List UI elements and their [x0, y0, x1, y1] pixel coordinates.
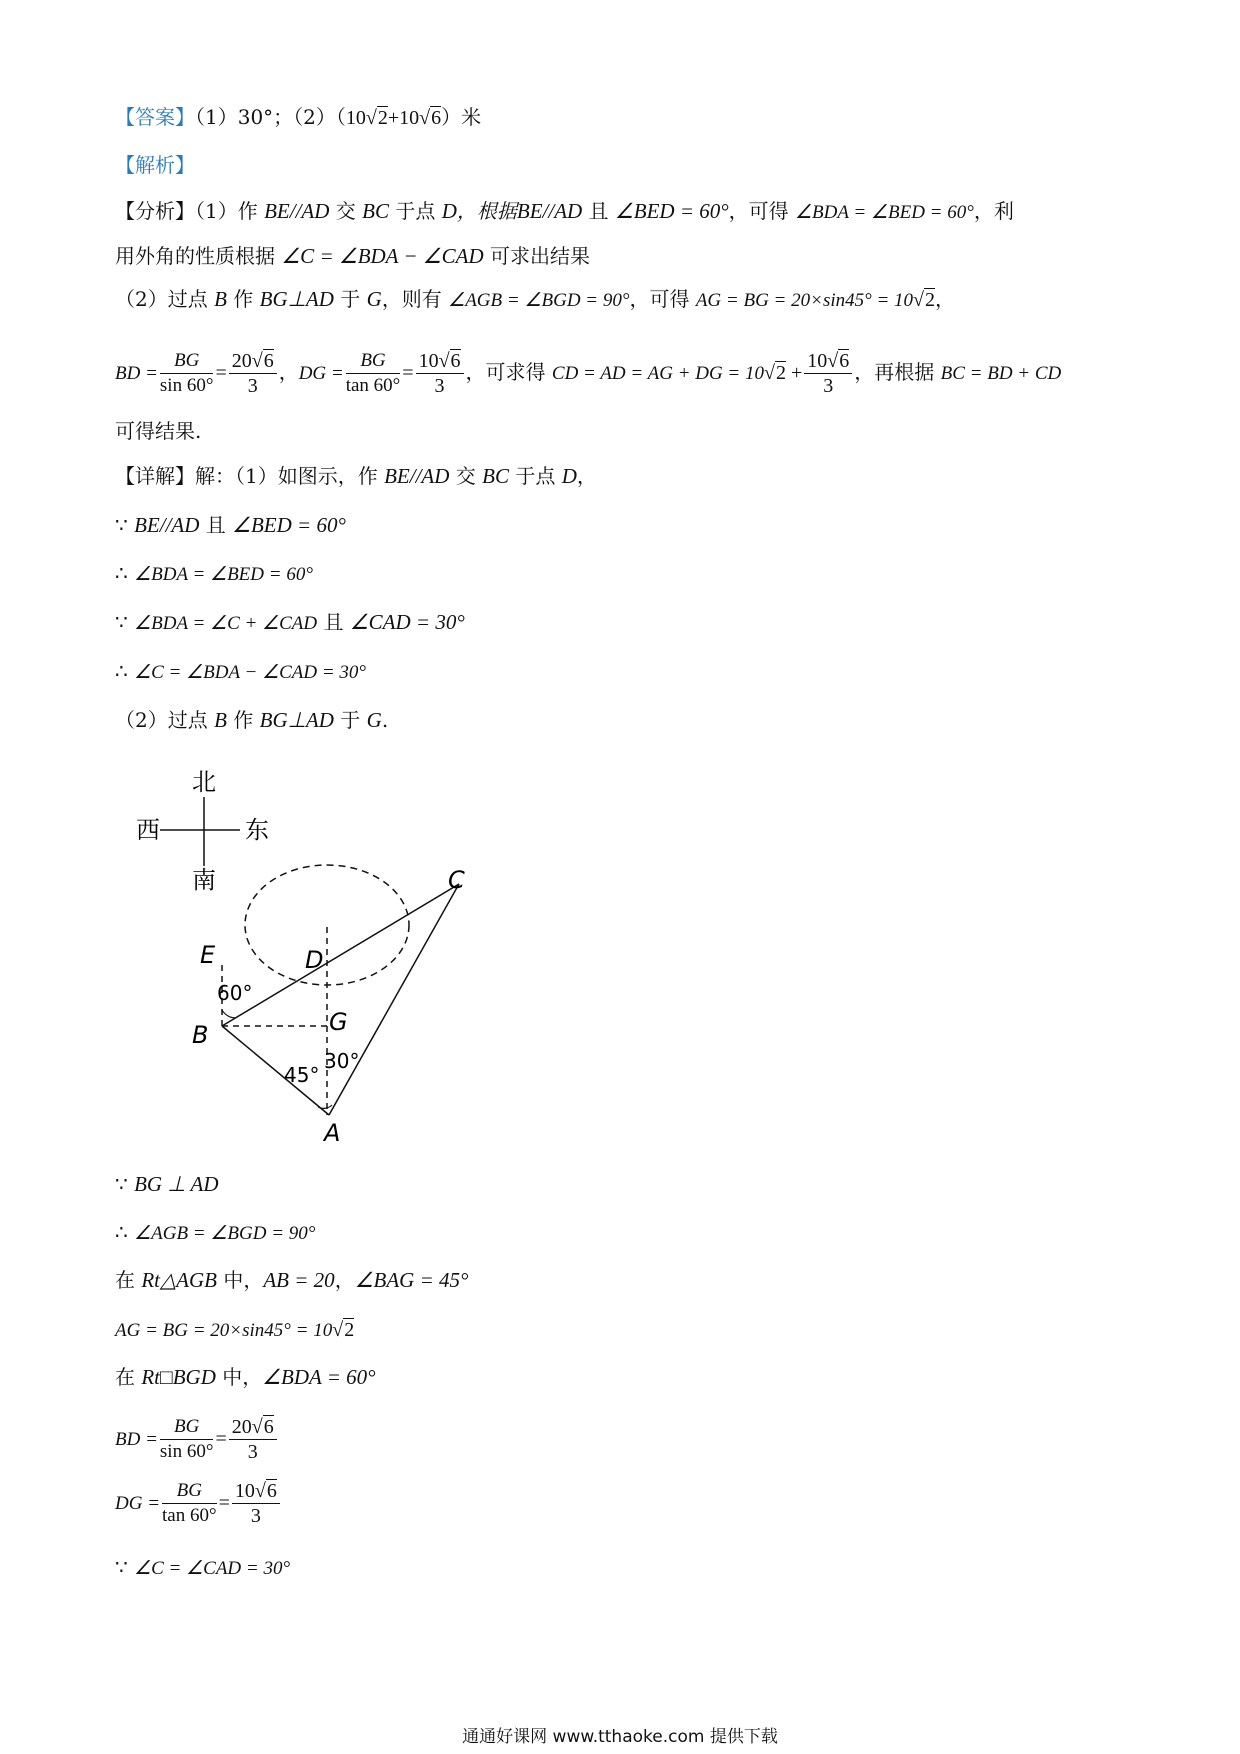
step-line: ∵ BG ⊥ AD: [115, 1172, 219, 1196]
step-line: （2）过点 B 作 BG⊥AD 于 G.: [115, 708, 389, 732]
footer-text: 通通好课网 www.tthaoke.com 提供下载: [462, 1727, 778, 1747]
island-circle: [245, 865, 409, 985]
fraction: $\frac{10√6}{3}$: [804, 349, 852, 398]
step-line: ∴ ∠BDA = ∠BED = 60°: [115, 561, 313, 585]
line-BC: [222, 884, 459, 1026]
step-line: 在 Rt△AGB 中，AB = 20，∠BAG = 45°: [115, 1268, 469, 1292]
detail-line: 【详解】解：（1）如图示，作 BE//AD 交 BC 于点 D，: [115, 464, 597, 488]
analysis-line-1: 【分析】（1）作 BE//AD 交 BC 于点 D，根据BE//AD 且 ∠BED = 60°，可得 ∠BDA = ∠BED = 60°，利: [115, 199, 1014, 223]
fraction: $\frac{10√6}{3}$: [232, 1479, 280, 1528]
formula-dg: DG = $\frac{BG}{\tan 60^\circ}$ = $\frac{10√6}{3}$: [115, 1474, 282, 1532]
step-line: 在 Rt□BGD 中，∠BDA = 60°: [115, 1365, 376, 1389]
fraction: $\frac{BG}{\sin 60^\circ}$: [159, 1416, 214, 1462]
angle-30-label: 30°: [324, 1049, 360, 1073]
point-D-label: D: [305, 946, 324, 974]
analysis-formula-row: BD = $\frac{BG}{\sin 60^\circ}$ = $\frac{20√6}{3}$ ，DG = $\frac{BG}{\tan 60^\circ}$ = $\frac{10√6}{3}$ ，可求得 CD = AD = AG + DG = 10√2 + $\frac{10√6}{3}$ ，再根据 BC = BD + CD: [115, 350, 1062, 397]
point-E-label: E: [200, 941, 216, 969]
fraction: $\frac{20√6}{3}$: [229, 1415, 277, 1464]
step-line: ∵ BE//AD 且 ∠BED = 60°: [115, 513, 346, 537]
fraction: $\frac{BG}{\tan 60^\circ}$: [345, 350, 401, 396]
fraction: $\frac{BG}{\tan 60^\circ}$: [162, 1480, 217, 1526]
point-C-label: C: [448, 866, 465, 894]
compass-south: 南: [192, 866, 216, 894]
analysis-part2: （2）过点 B 作 BG⊥AD 于 G，则有 ∠AGB = ∠BGD = 90°，可得 AG = BG = 20×sin45° = 10√2，: [115, 287, 956, 311]
compass-east: 东: [245, 816, 269, 844]
step-line: ∴ ∠AGB = ∠BGD = 90°: [115, 1220, 316, 1244]
compass-west: 西: [136, 816, 160, 844]
answer-line: 【答案】（1）30°；（2）（10√2+10√6）米: [115, 105, 482, 129]
fraction: $\frac{10√6}{3}$: [416, 349, 464, 398]
angle-45-label: 45°: [284, 1063, 320, 1087]
analysis-end: 可得结果.: [115, 419, 202, 443]
step-line: ∵ ∠BDA = ∠C + ∠CAD 且 ∠CAD = 30°: [115, 610, 465, 634]
line-CA: [329, 884, 459, 1115]
point-G-label: G: [329, 1008, 348, 1036]
step-line: ∵ ∠C = ∠CAD = 30°: [115, 1555, 291, 1579]
point-B-label: B: [192, 1021, 209, 1049]
step-line: AG = BG = 20×sin45° = 10√2: [115, 1319, 355, 1341]
angle-60-label: 60°: [217, 981, 253, 1005]
compass-north: 北: [192, 768, 216, 796]
formula-bd: BD = $\frac{BG}{\sin 60^\circ}$ = $\frac{20√6}{3}$: [115, 1410, 279, 1468]
fraction: $\frac{20√6}{3}$: [229, 349, 277, 398]
point-A-label: A: [324, 1119, 341, 1147]
analysis-line-2: 用外角的性质根据 ∠C = ∠BDA − ∠CAD 可求出结果: [115, 244, 590, 268]
step-line: ∴ ∠C = ∠BDA − ∠CAD = 30°: [115, 659, 367, 683]
fraction: $\frac{BG}{\sin 60^\circ}$: [159, 350, 214, 396]
analysis-label: 【解析】: [115, 153, 195, 177]
answer-label: 【答案】: [115, 105, 195, 129]
angle-arc-B: [222, 1010, 236, 1018]
